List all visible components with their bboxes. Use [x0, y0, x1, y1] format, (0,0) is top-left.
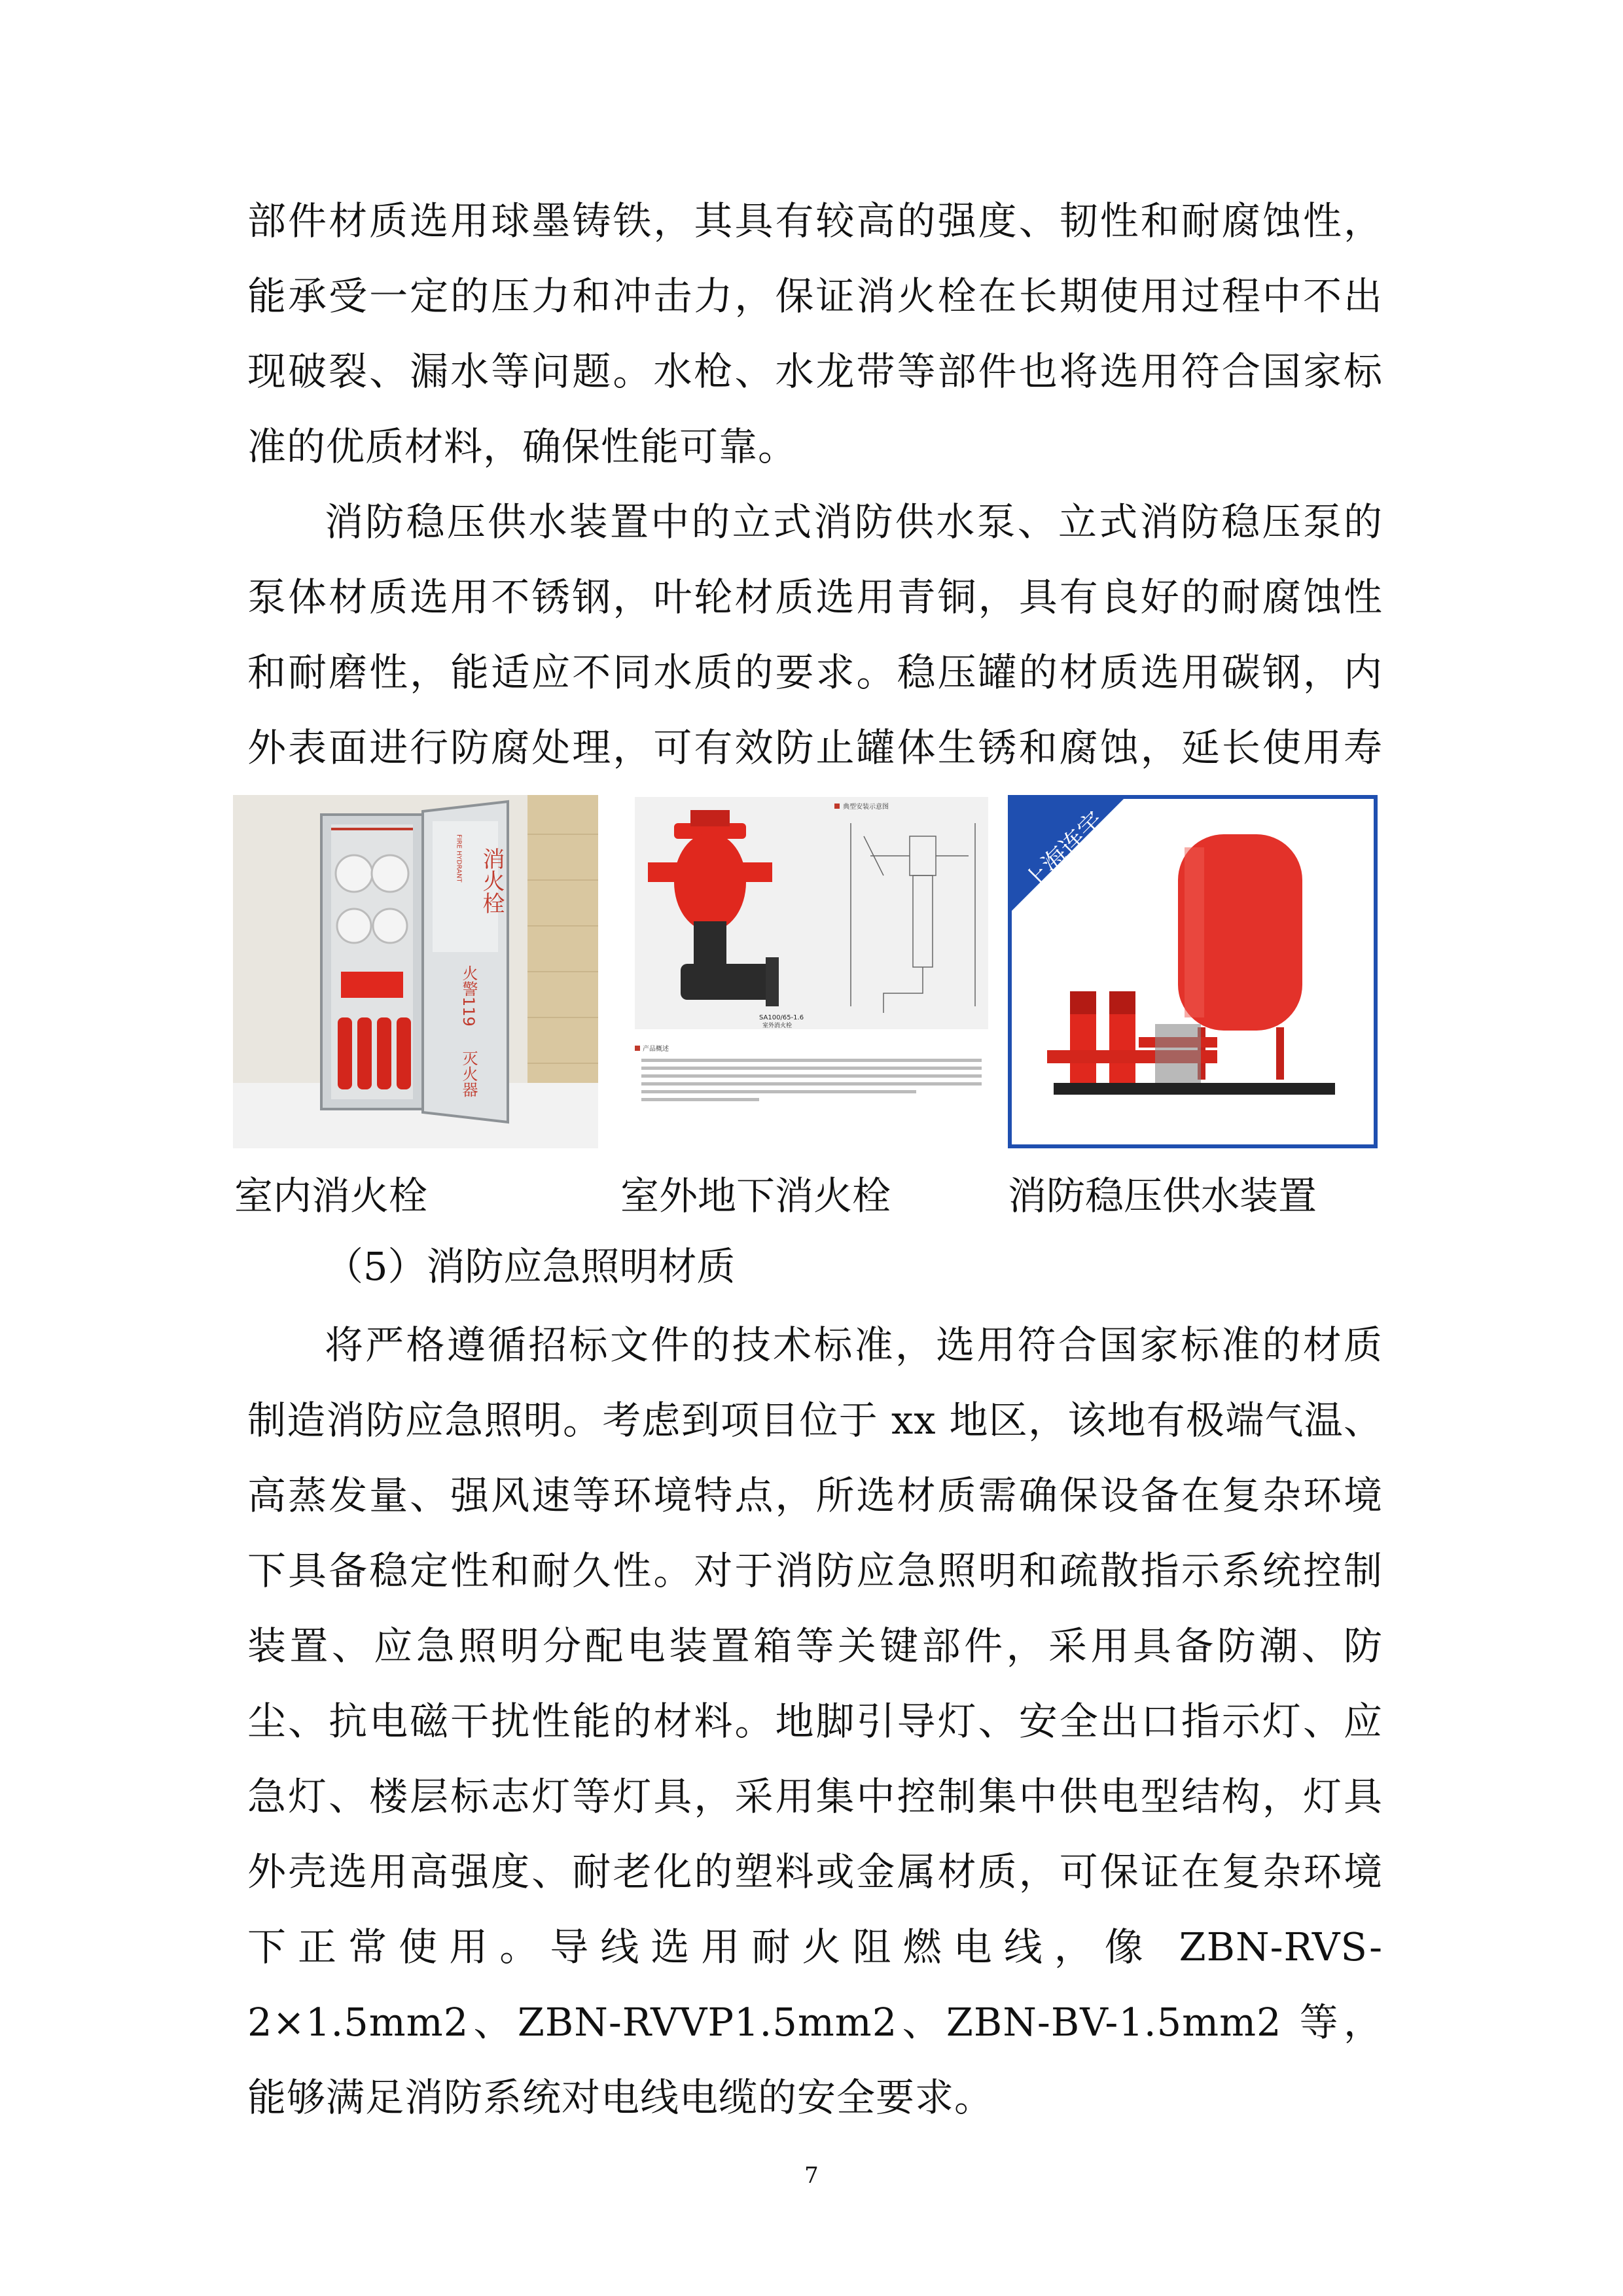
indoor-hydrant-photo — [233, 795, 598, 1148]
desc-title: 产品概述 — [643, 1046, 669, 1053]
caption-indoor-hydrant: 室内消火栓 — [234, 1173, 428, 1218]
diagram-title: 典型安装示意图 — [843, 804, 889, 811]
hydrant-model: SA100/65-1.6 — [759, 1014, 804, 1021]
paragraph-1: 部件材质选用球墨铸铁，其具有较高的强度、韧性和耐腐蚀性，能承受一定的压力和冲击力，保证消火栓在长期使用过程中不出现破裂、漏水等问题。水枪、水龙带等部件也将选用符合国家标准的优质材料，确保性能可靠。 — [247, 198, 1383, 469]
paragraph-3: 将严格遵循招标文件的技术标准，选用符合国家标准的材质制造消防应急照明。考虑到项目位于 xx 地区，该地有极端气温、高蒸发量、强风速等环境特点，所选材质需确保设备在复杂环境下具备稳定性和耐久性。对于消防应急照明和疏散指示系统控制装置、应急照明分配电装置箱等关键部件，采用具备防潮、防尘、抗电磁干扰性能的材料。地脚引导灯、安全出口指示灯、应急灯、楼层标志灯等灯具，采用集中控制集中供电型结构，灯具外壳选用高强度、耐老化的塑料或金属材质，可保证在复杂环境下正常使用。导线选用耐火阻燃电线，像 ZBN-RVS-2×1.5mm2、ZBN-RVVP1.5mm2、ZBN-BV-1.5mm2 等，能够满足消防系统对电线电缆的安全要求。 — [247, 1322, 1383, 2120]
page-number: 7 — [804, 2163, 819, 2189]
pressure-unit-photo — [1008, 795, 1378, 1148]
caption-pressure-unit: 消防稳压供水装置 — [1008, 1173, 1317, 1218]
outdoor-hydrant-figure — [635, 797, 988, 1131]
section-heading: （5）消防应急照明材质 — [325, 1244, 736, 1289]
paragraph-2: 消防稳压供水装置中的立式消防供水泵、立式消防稳压泵的泵体材质选用不锈钢，叶轮材质选用青铜，具有良好的耐腐蚀性和耐磨性，能适应不同水质的要求。稳压罐的材质选用碳钢，内外表面进行防腐处理，可有效防止罐体生锈和腐蚀，延长使用寿 — [247, 499, 1383, 770]
caption-outdoor-hydrant: 室外地下消火栓 — [620, 1173, 891, 1218]
cabinet-phone-text: 火警119 — [459, 965, 478, 1027]
watermark-text: 上海连宇 — [1018, 805, 1110, 897]
cabinet-extinguisher-text: 灭火器 — [459, 1050, 478, 1097]
cabinet-hydrant-subtext: FIRE HYDRANT — [455, 834, 463, 883]
cabinet-hydrant-text: 消火栓 — [478, 847, 505, 914]
hydrant-model-sub: 室外消火栓 — [762, 1023, 793, 1029]
